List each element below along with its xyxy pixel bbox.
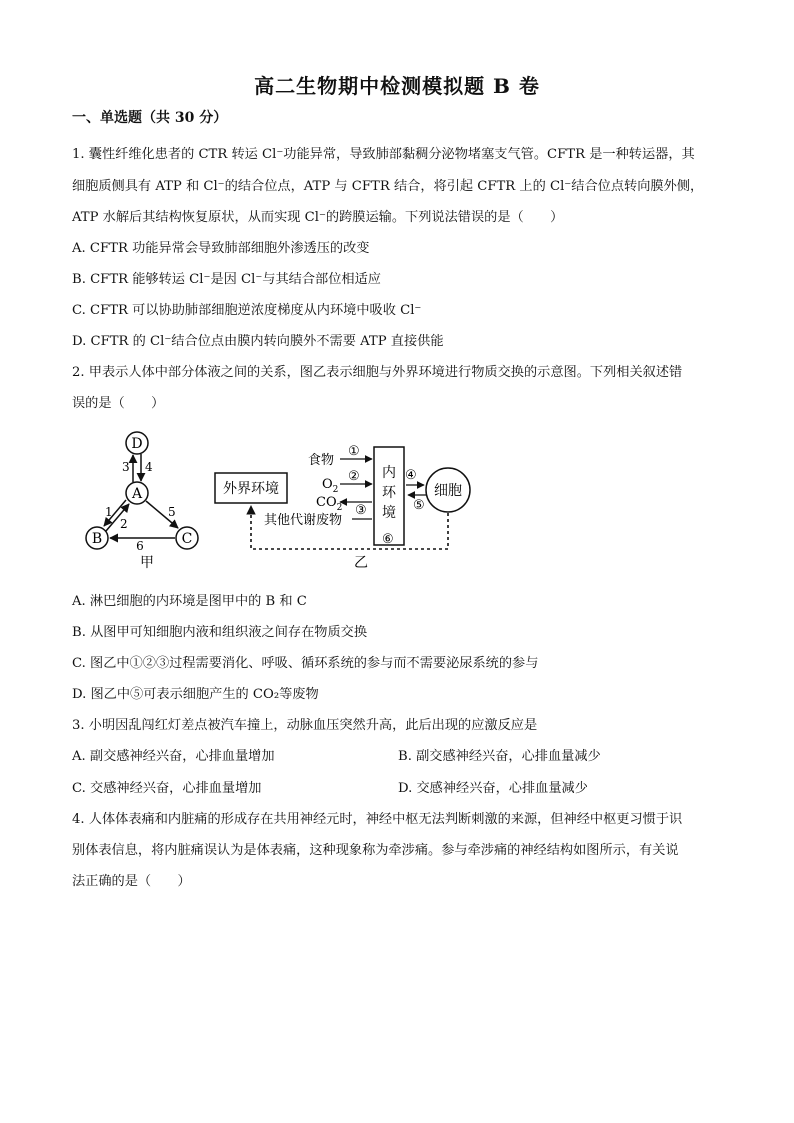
o2-label xyxy=(322,477,338,495)
page-title: 高二生物期中检测模拟题 B 卷 xyxy=(254,74,540,98)
q2-diagram xyxy=(72,425,492,575)
q2-option-a: A. 淋巴细胞的内环境是图甲中的 B 和 C xyxy=(72,594,307,609)
q2-option-b: B. 从图甲可知细胞内液和组织液之间存在物质交换 xyxy=(72,625,368,640)
q2-option-c: C. 图乙中①②③过程需要消化、呼吸、循环系统的参与而不需要泌尿系统的参与 xyxy=(72,656,539,671)
q1-stem-line-1: 1. 囊性纤维化患者的 CTR 转运 Cl⁻功能异常，导致肺部黏稠分泌物堵塞支气管。CFTR 是一种转运器，其 xyxy=(72,147,695,162)
q2-stem-line-1: 2. 甲表示人体中部分体液之间的关系，图乙表示细胞与外界环境进行物质交换的示意图。下列相关叙述错 xyxy=(72,365,683,380)
q1-option-c: C. CFTR 可以协助肺部细胞逆浓度梯度从内环境中吸收 Cl⁻ xyxy=(72,303,422,318)
node-d-label: D xyxy=(131,436,143,452)
edge-label-5: 5 xyxy=(168,505,176,519)
q1-option-a: A. CFTR 功能异常会导致肺部细胞外渗透压的改变 xyxy=(72,241,370,256)
edge-label-2: 2 xyxy=(120,517,128,531)
num-2: ② xyxy=(348,469,360,484)
q3-option-d: D. 交感神经兴奋，心排血量减少 xyxy=(398,781,588,796)
waste-label: 其他代谢废物 xyxy=(264,513,343,528)
edge-label-4: 4 xyxy=(145,460,153,474)
q2-stem-line-2: 误的是（ ） xyxy=(72,396,165,411)
q1-stem-line-2: 细胞质侧具有 ATP 和 Cl⁻的结合位点，ATP 与 CFTR 结合，将引起 CFTR 上的 Cl⁻结合位点转向膜外侧， xyxy=(72,179,704,194)
q3-option-a: A. 副交感神经兴奋，心排血量增加 xyxy=(72,749,275,764)
co2-co: CO xyxy=(316,495,337,510)
diagram-yi-caption: 乙 xyxy=(354,555,368,571)
num-5: ⑤ xyxy=(413,498,425,513)
q3-option-c: C. 交感神经兴奋，心排血量增加 xyxy=(72,781,262,796)
diagram-jia-caption: 甲 xyxy=(140,555,154,571)
num-6: ⑥ xyxy=(382,532,394,547)
edge-label-1: 1 xyxy=(105,505,113,519)
node-a-label: A xyxy=(131,486,143,502)
num-1: ① xyxy=(348,444,360,459)
inner-char-2: 环 xyxy=(382,485,396,501)
q3-option-b: B. 副交感神经兴奋，心排血量减少 xyxy=(398,749,601,764)
num-4: ④ xyxy=(405,468,417,483)
diagram-jia xyxy=(86,432,198,571)
q2-option-d: D. 图乙中⑤可表示细胞产生的 CO₂等废物 xyxy=(72,687,319,702)
cell-label: 细胞 xyxy=(434,483,462,499)
section-heading: 一、单选题（共 30 分） xyxy=(72,110,228,126)
node-b-label: B xyxy=(91,531,103,547)
q4-stem-line-3: 法正确的是（ ） xyxy=(72,874,191,889)
q4-stem-line-2: 别体表信息，将内脏痛误认为是体表痛，这种现象称为牵涉痛。参与牵涉痛的神经结构如图所示，有关说 xyxy=(72,843,679,858)
q1-option-b: B. CFTR 能够转运 Cl⁻是因 Cl⁻与其结合部位相适应 xyxy=(72,272,381,287)
co2-label xyxy=(316,495,342,513)
diagram-yi xyxy=(215,444,470,571)
food-label: 食物 xyxy=(308,453,335,468)
inner-char-3: 境 xyxy=(382,505,396,521)
edge-label-3: 3 xyxy=(122,460,130,474)
q3-stem: 3. 小明因乱闯红灯差点被汽车撞上，动脉血压突然升高，此后出现的应激反应是 xyxy=(72,718,538,733)
num-3: ③ xyxy=(355,503,367,518)
o2-o: O xyxy=(322,477,333,492)
q1-stem-line-3: ATP 水解后其结构恢复原状，从而实现 Cl⁻的跨膜运输。下列说法错误的是（ ） xyxy=(72,210,564,225)
o2-sub: 2 xyxy=(332,485,339,495)
q1-option-d: D. CFTR 的 Cl⁻结合位点由膜内转向膜外不需要 ATP 直接供能 xyxy=(72,334,444,349)
inner-char-1: 内 xyxy=(382,465,396,481)
edge-label-6: 6 xyxy=(136,539,144,553)
co2-sub: 2 xyxy=(336,503,343,513)
node-c-label: C xyxy=(181,531,193,547)
outer-environment-label: 外界环境 xyxy=(223,481,279,497)
q4-stem-line-1: 4. 人体体表痛和内脏痛的形成存在共用神经元时，神经中枢无法判断刺激的来源，但神经中枢更习惯于识 xyxy=(72,812,683,827)
